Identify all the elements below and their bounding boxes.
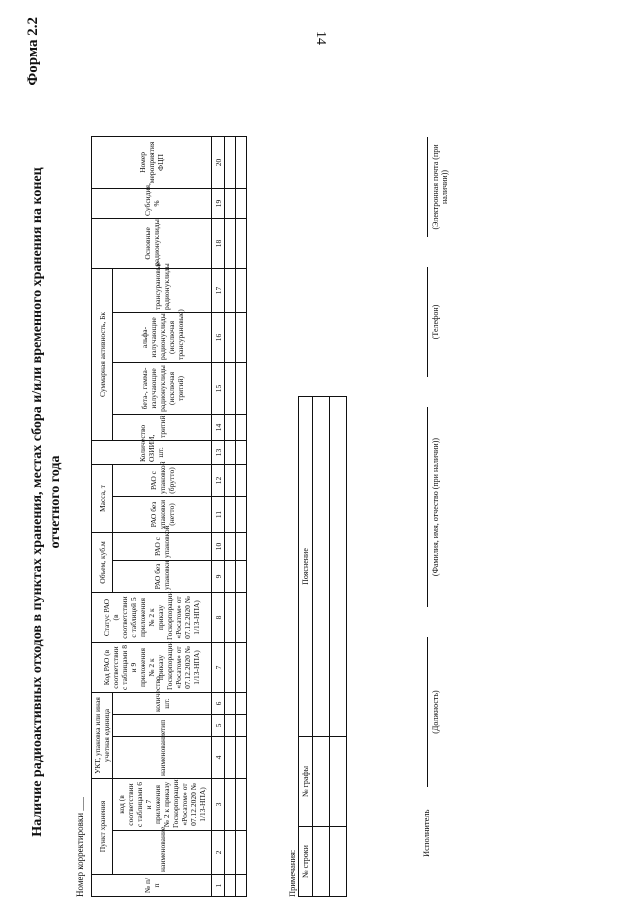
table-cell[interactable] bbox=[236, 561, 247, 593]
table-cell[interactable] bbox=[225, 643, 236, 693]
table-cell[interactable] bbox=[236, 737, 247, 779]
header-act-transuranic: трансурановые радионуклиды bbox=[113, 268, 212, 312]
email-field[interactable] bbox=[427, 137, 428, 237]
table-cell[interactable] bbox=[225, 414, 236, 440]
table-cell[interactable] bbox=[225, 831, 236, 875]
col-number: 15 bbox=[212, 362, 225, 414]
notes-row bbox=[313, 397, 330, 897]
col-number: 12 bbox=[212, 464, 225, 496]
header-subsidy: Субсидия, % bbox=[92, 188, 212, 218]
header-ukt-group: УКТ, упаковка или иная учетная единица bbox=[92, 693, 113, 779]
header-act-tritium: тритий bbox=[113, 414, 212, 440]
notes-header-graph: № графы bbox=[299, 737, 313, 827]
header-mass-with-pack: РАО с упаковкой (брутто) bbox=[113, 464, 212, 496]
table-cell[interactable] bbox=[236, 268, 247, 312]
header-volume-group: Объем, куб.м bbox=[92, 533, 113, 593]
table-cell[interactable] bbox=[225, 218, 236, 268]
table-cell[interactable] bbox=[225, 533, 236, 561]
header-act-alpha: альфа-излучающие радионуклиды (исключая трансурановые) bbox=[113, 312, 212, 362]
header-np: № п/п bbox=[92, 875, 212, 897]
table-cell[interactable] bbox=[236, 362, 247, 414]
table-cell[interactable] bbox=[225, 188, 236, 218]
table-cell[interactable] bbox=[225, 593, 236, 643]
header-oziii-count: Количество ОЗИИИ, шт. bbox=[92, 440, 212, 464]
form-title: Наличие радиоактивных отходов в пунктах хранения, местах сбора и/или временного хранения на конец отчетного года bbox=[30, 167, 63, 837]
col-number: 13 bbox=[212, 440, 225, 464]
col-number: 20 bbox=[212, 136, 225, 188]
header-main-radionuclides: Основные радионуклиды bbox=[92, 218, 212, 268]
col-number: 18 bbox=[212, 218, 225, 268]
table-cell[interactable] bbox=[236, 533, 247, 561]
table-row bbox=[236, 136, 247, 896]
notes-row bbox=[330, 397, 347, 897]
col-number: 2 bbox=[212, 831, 225, 875]
table-cell[interactable] bbox=[225, 464, 236, 496]
position-field[interactable] bbox=[427, 637, 428, 787]
col-number: 14 bbox=[212, 414, 225, 440]
col-number: 17 bbox=[212, 268, 225, 312]
phone-field[interactable] bbox=[427, 267, 428, 377]
table-cell[interactable] bbox=[236, 464, 247, 496]
header-fcp-number: Номер мероприятия ФЦП bbox=[92, 136, 212, 188]
col-number: 4 bbox=[212, 737, 225, 779]
notes-cell[interactable] bbox=[313, 397, 330, 737]
header-storage-code: код (в соответствии с таблицами 6 и 7 приложения № 2 к приказу Госкорпорации «Росатом» от 07.12.2020 № 1/13-НПА) bbox=[113, 779, 212, 831]
position-caption: (Должность) bbox=[431, 690, 440, 734]
table-cell[interactable] bbox=[225, 136, 236, 188]
col-number: 8 bbox=[212, 593, 225, 643]
table-cell[interactable] bbox=[225, 362, 236, 414]
table-cell[interactable] bbox=[236, 693, 247, 715]
notes-cell[interactable] bbox=[330, 397, 347, 737]
column-number-row bbox=[212, 136, 225, 896]
header-storage-group: Пункт хранения bbox=[92, 779, 113, 875]
table-cell[interactable] bbox=[236, 779, 247, 831]
table-cell[interactable] bbox=[236, 414, 247, 440]
header-act-beta-gamma: бета-, гамма- излучающие радионуклиды (исключая тритий) bbox=[113, 362, 212, 414]
page-number: 14 bbox=[313, 31, 328, 45]
table-cell[interactable] bbox=[236, 440, 247, 464]
rao-inventory-table bbox=[91, 136, 247, 897]
col-number: 5 bbox=[212, 715, 225, 737]
table-cell[interactable] bbox=[236, 715, 247, 737]
table-cell[interactable] bbox=[236, 875, 247, 897]
header-activity-group: Суммарная активность, Бк bbox=[92, 268, 113, 440]
table-cell[interactable] bbox=[225, 497, 236, 533]
table-cell[interactable] bbox=[236, 188, 247, 218]
table-cell[interactable] bbox=[225, 693, 236, 715]
table-cell[interactable] bbox=[236, 497, 247, 533]
table-cell[interactable] bbox=[225, 561, 236, 593]
table-cell[interactable] bbox=[236, 831, 247, 875]
notes-header-row: № строки bbox=[299, 827, 313, 897]
col-number: 7 bbox=[212, 643, 225, 693]
table-cell[interactable] bbox=[236, 136, 247, 188]
table-cell[interactable] bbox=[225, 779, 236, 831]
table-cell[interactable] bbox=[225, 715, 236, 737]
header-mass-group: Масса, т bbox=[92, 464, 113, 532]
executor-label: Исполнитель bbox=[421, 809, 431, 857]
col-number: 9 bbox=[212, 561, 225, 593]
col-number: 11 bbox=[212, 497, 225, 533]
col-number: 10 bbox=[212, 533, 225, 561]
email-caption: (Электронная почта (при наличии)) bbox=[431, 144, 449, 230]
header-ukt-name: наименование bbox=[113, 737, 212, 779]
table-cell[interactable] bbox=[225, 875, 236, 897]
col-number: 19 bbox=[212, 188, 225, 218]
notes-cell[interactable] bbox=[313, 737, 330, 827]
signature-block bbox=[415, 137, 455, 897]
table-cell[interactable] bbox=[225, 737, 236, 779]
header-rao-status: Статус РАО (в соответствии с таблицей 5 приложения № 2 к приказу Госкорпорации «Росатом» от 07.12.2020 № 1/13-НПА) bbox=[92, 593, 212, 643]
form-label: Форма 2.2 bbox=[25, 17, 41, 86]
header-vol-no-pack: РАО без упаковки bbox=[113, 561, 212, 593]
phone-caption: (Телефон) bbox=[431, 304, 440, 340]
table-cell[interactable] bbox=[236, 312, 247, 362]
notes-cell[interactable] bbox=[330, 737, 347, 827]
name-field[interactable] bbox=[427, 407, 428, 607]
notes-label: Примечания: bbox=[287, 849, 297, 897]
notes-header-explanation: Пояснение bbox=[299, 397, 313, 737]
correction-number-label: Номер корректировки ___ bbox=[75, 797, 85, 897]
header-mass-no-pack: РАО без упаковки (нетто) bbox=[113, 497, 212, 533]
notes-cell[interactable] bbox=[330, 827, 347, 897]
table-row bbox=[225, 136, 236, 896]
table-cell[interactable] bbox=[236, 643, 247, 693]
name-caption: (Фамилия, имя, отчество (при наличии)) bbox=[431, 437, 440, 577]
col-number: 3 bbox=[212, 779, 225, 831]
table-cell[interactable] bbox=[225, 312, 236, 362]
header-storage-name: наименование bbox=[113, 831, 212, 875]
header-ukt-type: тип bbox=[113, 715, 212, 737]
table-cell[interactable] bbox=[225, 440, 236, 464]
col-number: 16 bbox=[212, 312, 225, 362]
col-number: 6 bbox=[212, 693, 225, 715]
header-vol-with-pack: РАО с упаковкой bbox=[113, 533, 212, 561]
header-ukt-count: количество, шт. bbox=[113, 693, 212, 715]
header-rao-code: Код РАО (в соответствии с таблицами 8 и 9 приложения № 2 к приказу Госкорпорации «Росатом» от 07.12.2020 № 1/13-НПА) bbox=[92, 643, 212, 693]
table-cell[interactable] bbox=[236, 218, 247, 268]
col-number: 1 bbox=[212, 875, 225, 897]
notes-cell[interactable] bbox=[313, 827, 330, 897]
table-cell[interactable] bbox=[225, 268, 236, 312]
table-cell[interactable] bbox=[236, 593, 247, 643]
rotated-form-page bbox=[15, 7, 625, 897]
notes-table bbox=[298, 396, 347, 897]
